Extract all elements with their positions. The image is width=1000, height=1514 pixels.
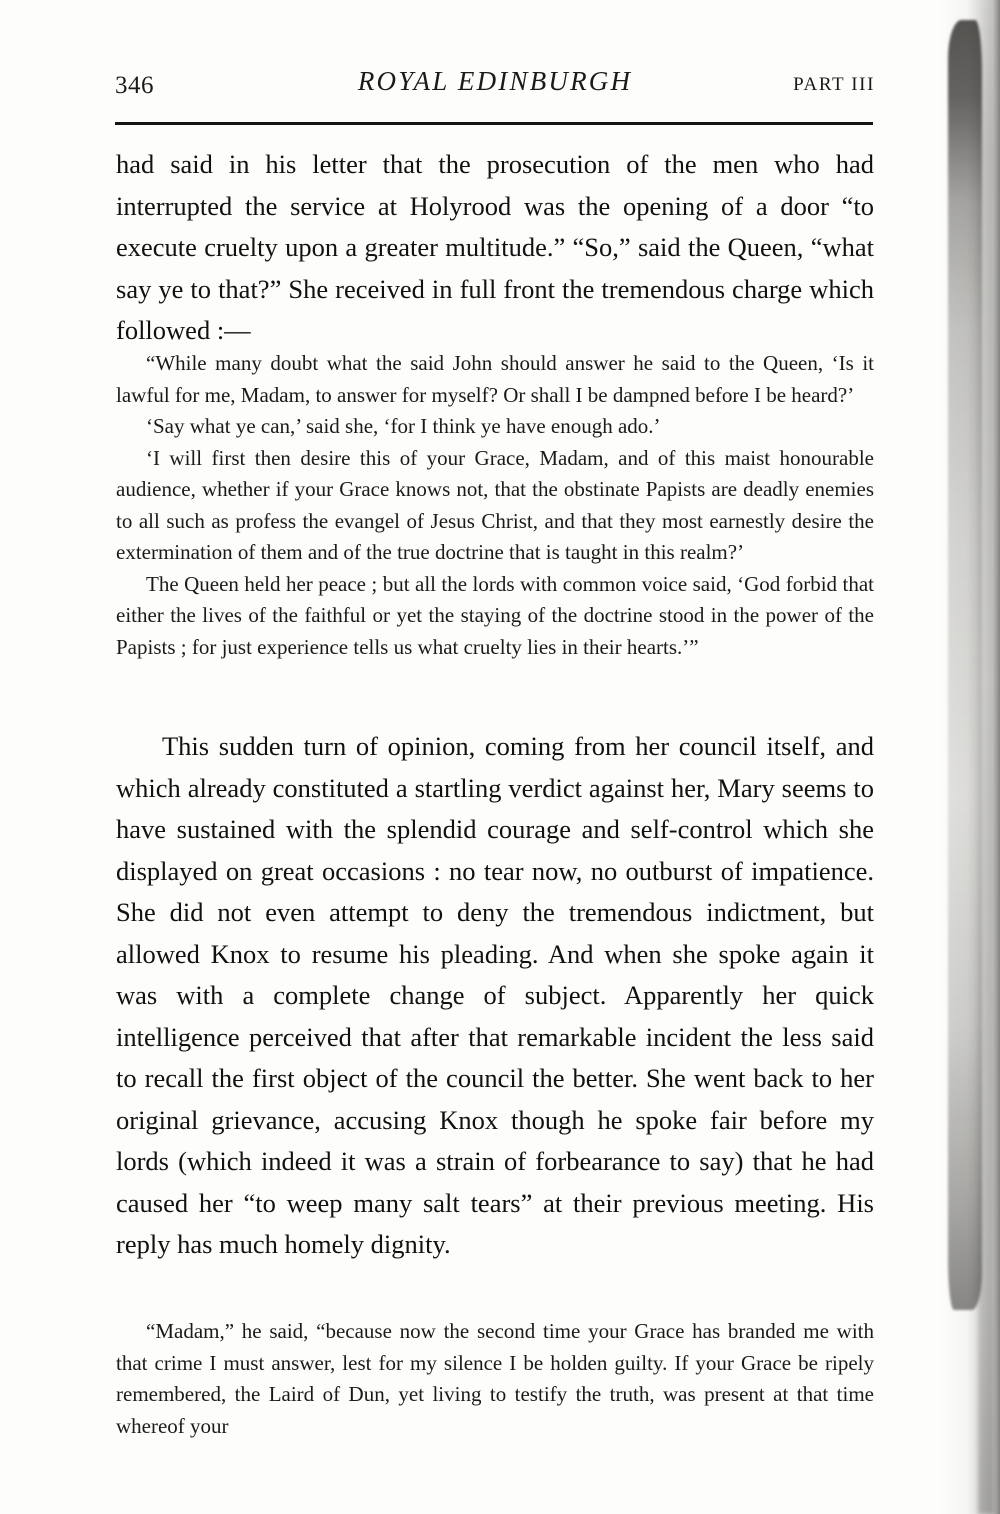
paragraph-continuation: had said in his letter that the prosecution of the men who had interrupted the service at Holyrood was the opening of a door “to execute cruelty upon a greater multitude.” “So,” said the Queen, “what say ye to that?” She received in full front the tremendous charge which followed :— [116, 149, 874, 345]
quote-line: “While many doubt what the said John should answer he said to the Queen, ‘Is it lawful for me, Madam, to answer for myself? Or shall I be dampned before I be heard?’ [116, 351, 874, 407]
block-quote-first [116, 348, 874, 663]
scan-edge-smudge-secondary [978, 0, 994, 1514]
page-number: 346 [115, 72, 154, 99]
quote-line: ‘Say what ye can,’ said she, ‘for I think ye have enough ado.’ [146, 414, 661, 438]
quote-line: ‘I will first then desire this of your Grace, Madam, and of this maist honourable audience, whether if your Grace knows not, that the obstinate Papists are deadly enemies to all such as profess the evangel of Jesus Christ, and that they most earnestly desire the extermination of them and of the true doctrine that is taught in this realm?’ [116, 445, 874, 564]
block-quote-second [116, 1316, 874, 1442]
running-head [115, 66, 875, 102]
scan-edge-shadow [940, 0, 1000, 1514]
part-label: PART III [793, 74, 875, 95]
paragraph-main: This sudden turn of opinion, coming from her council itself, and which already constituted a startling verdict against her, Mary seems to have sustained with the splendid courage and self-control which she displayed on great occasions : no tear now, no outburst of impatience. She did not even attempt to deny the tremendous indictment, but allowed Knox to resume his pleading. And when she spoke again it was with a complete change of subject. Apparently her quick intelligence perceived that after that remarkable incident the less said to recall the first object of the council the better. She went back to her original grievance, accusing Knox though he spoke fair before my lords (which indeed it was a strain of forbearance to say) that he had caused her “to weep many salt tears” at their previous meeting. His reply has much homely dignity. [116, 731, 874, 1259]
quote-line: The Queen held her peace ; but all the lords with common voice said, ‘God forbid that either the lives of the faithful or yet the staying of the doctrine stood in the power of the Papists ; for just experience tells us what cruelty lies in their hearts.’” [116, 571, 874, 659]
body-block-second [116, 726, 874, 1266]
quote-line: “Madam,” he said, “because now the second time your Grace has branded me with that crime I must answer, lest for my silence I be holden guilty. If your Grace be ripely remembered, the Laird of Dun, yet living to testify the truth, was present at that time whereof your [116, 1319, 874, 1438]
scan-edge-smudge [948, 20, 982, 1310]
header-rule [115, 122, 873, 125]
book-title: ROYAL EDINBURGH [357, 66, 633, 96]
body-block-first [116, 144, 874, 352]
